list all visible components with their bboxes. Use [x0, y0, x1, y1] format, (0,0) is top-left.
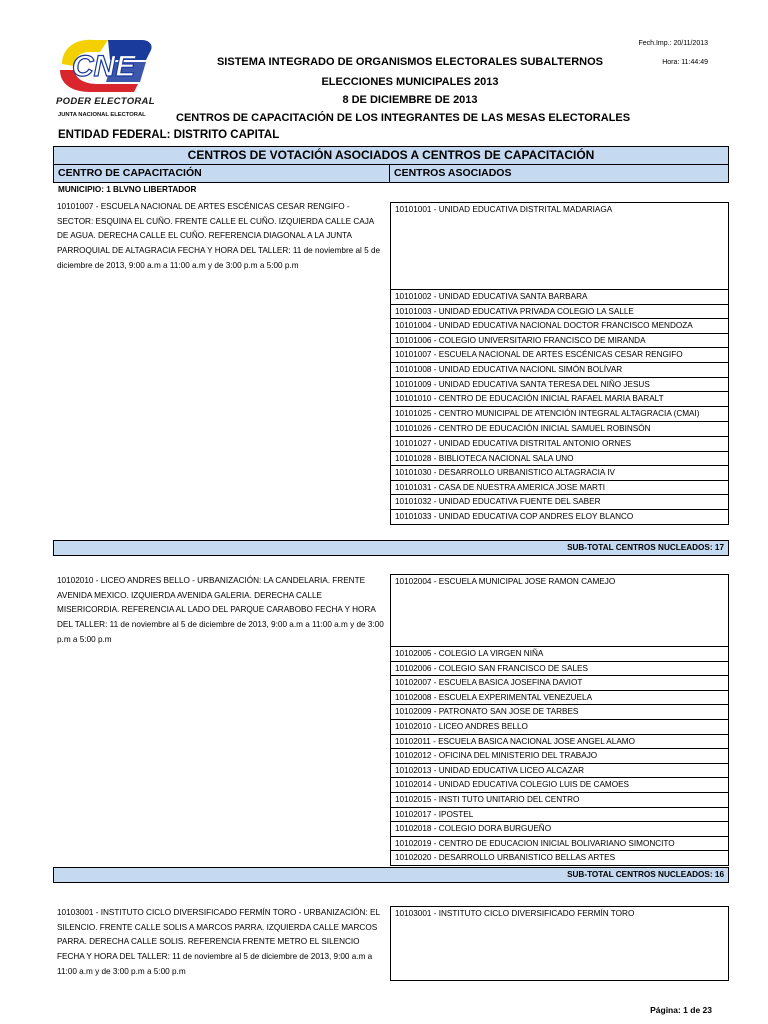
list-item: 10101031 - CASA DE NUESTRA AMERICA JOSE MARTI — [390, 481, 729, 496]
list-item: 10103001 - INSTITUTO CICLO DIVERSIFICADO FERMÍN TORO — [390, 907, 729, 981]
centros-asociados-list — [390, 906, 729, 981]
column-header-centro: CENTRO DE CAPACITACIÓN — [53, 165, 390, 183]
list-item: 10102009 - PATRONATO SAN JOSE DE TARBES — [390, 705, 729, 720]
column-header-asociados: CENTROS ASOCIADOS — [390, 165, 729, 183]
page-number: Página: 1 de 23 — [650, 1005, 712, 1015]
centros-asociados-list — [390, 574, 729, 866]
list-item: 10102007 - ESCUELA BASICA JOSEFINA DAVIOT — [390, 676, 729, 691]
header-system: SISTEMA INTEGRADO DE ORGANISMOS ELECTORALES SUBALTERNOS — [216, 56, 604, 68]
list-item: 10102005 - COLEGIO LA VIRGEN NIÑA — [390, 647, 729, 662]
list-item: 10102014 - UNIDAD EDUCATIVA COLEGIO LUIS DE CAMOES — [390, 778, 729, 793]
centro-capacitacion-text: 10101007 - ESCUELA NACIONAL DE ARTES ESCÉNICAS CESAR RENGIFO - SECTOR: ESQUINA EL CUÑO. FRENTE CALLE EL CUÑO. IZQUIERDA CALLE CAJA DE AGUA. DERECHA CALLE EL CUÑO. REFERENCIA DIAGONAL A LA JUNTA PARROQUIAL DE ALTAGRACIA FECHA Y HORA DEL TALLER: 11 de noviembre al 5 de diciembre de 2013, 9:00 a.m a 11:00 a.m y de 3:00 p.m a 5:00 p.m — [57, 202, 381, 270]
logo-subtitle: PODER ELECTORAL — [56, 96, 155, 107]
list-item: 10102019 - CENTRO DE EDUCACION INICIAL BOLIVARIANO SIMONCITO — [390, 837, 729, 852]
list-item: 10102017 - IPOSTEL — [390, 808, 729, 823]
cne-logo-graphic — [50, 30, 160, 96]
cne-logo — [50, 30, 160, 122]
header-date: 8 DE DICIEMBRE DE 2013 — [342, 94, 478, 106]
header-report-title: CENTROS DE CAPACITACIÓN DE LOS INTEGRANTES DE LAS MESAS ELECTORALES — [176, 112, 631, 124]
list-item: 10101028 - BIBLIOTECA NACIONAL SALA UNO — [390, 452, 729, 467]
centros-asociados-list — [390, 202, 729, 525]
list-item: 10102018 - COLEGIO DORA BURGUEÑO — [390, 822, 729, 837]
list-item: 10101025 - CENTRO MUNICIPAL DE ATENCIÓN INTEGRAL ALTAGRACIA (CMAI) — [390, 407, 729, 423]
list-item: 10101009 - UNIDAD EDUCATIVA SANTA TERESA DEL NIÑO JESUS — [390, 378, 729, 393]
print-time: Hora: 11:44:49 — [662, 59, 708, 66]
subtotal-row: SUB-TOTAL CENTROS NUCLEADOS: 16 — [53, 867, 729, 883]
list-item: 10101032 - UNIDAD EDUCATIVA FUENTE DEL SABER — [390, 495, 729, 510]
list-item: 10102011 - ESCUELA BASICA NACIONAL JOSE ANGEL ALAMO — [390, 735, 729, 750]
municipio-label: MUNICIPIO: 1 BLVNO LIBERTADOR — [58, 185, 197, 194]
list-item: 10101033 - UNIDAD EDUCATIVA COP ANDRES ELOY BLANCO — [390, 510, 729, 525]
list-item: 10102008 - ESCUELA EXPERIMENTAL VENEZUELA — [390, 691, 729, 706]
list-item: 10101027 - UNIDAD EDUCATIVA DISTRITAL ANTONIO ORNES — [390, 437, 729, 452]
centro-capacitacion-text: 10102010 - LICEO ANDRES BELLO - URBANIZACIÓN: LA CANDELARIA. FRENTE AVENIDA MEXICO. IZQUIERDA AVENIDA GALERIA. DERECHA CALLE MISERICORDIA. REFERENCIA AL LADO DEL PARQUE CARABOBO FECHA Y HORA DEL TALLER: 11 de noviembre al 5 de diciembre de 2013, 9:00 a.m a 11:00 a.m y de 3:00 p.m a 5:00 p.m — [57, 576, 384, 644]
list-item: 10102015 - INSTI TUTO UNITARIO DEL CENTRO — [390, 793, 729, 808]
list-item: 10101002 - UNIDAD EDUCATIVA SANTA BARBARA — [390, 290, 729, 305]
centro-capacitacion-text: 10103001 - INSTITUTO CICLO DIVERSIFICADO FERMÍN TORO - URBANIZACIÓN: EL SILENCIO. FRENTE CALLE SOLIS A MARCOS PARRA. IZQUIERDA CALLE MARCOS PARRA. DERECHA CALLE SOLIS. REFERENCIA FRENTE METRO EL SILENCIO FECHA Y HORA DEL TALLER: 11 de noviembre al 5 de diciembre de 2013, 9:00 a.m a 11:00 a.m y de 3:00 p.m a 5:00 p.m — [57, 908, 380, 976]
header-elections: ELECCIONES MUNICIPALES 2013 — [321, 76, 499, 88]
list-item: 10102004 - ESCUELA MUNICIPAL JOSE RAMON CAMEJO — [390, 575, 729, 647]
list-item: 10101007 - ESCUELA NACIONAL DE ARTES ESCÉNICAS CESAR RENGIFO — [390, 348, 729, 363]
subtotal-row: SUB-TOTAL CENTROS NUCLEADOS: 17 — [53, 540, 729, 556]
table-title: CENTROS DE VOTACIÓN ASOCIADOS A CENTROS DE CAPACITACIÓN — [53, 146, 729, 165]
list-item: 10101010 - CENTRO DE EDUCACIÓN INICIAL RAFAEL MARIA BARALT — [390, 392, 729, 407]
list-item: 10102010 - LICEO ANDRES BELLO — [390, 720, 729, 735]
list-item: 10102012 - OFICINA DEL MINISTERIO DEL TRABAJO — [390, 749, 729, 764]
list-item: 10101026 - CENTRO DE EDUCACIÓN INICIAL SAMUEL ROBINSÓN — [390, 422, 729, 437]
list-item: 10101008 - UNIDAD EDUCATIVA NACIONL SIMÓN BOLÍVAR — [390, 363, 729, 378]
list-item: 10101006 - COLEGIO UNIVERSITARIO FRANCISCO DE MIRANDA — [390, 334, 729, 349]
list-item: 10101004 - UNIDAD EDUCATIVA NACIONAL DOCTOR FRANCISCO MENDOZA — [390, 319, 729, 334]
list-item: 10101030 - DESARROLLO URBANISTICO ALTAGRACIA IV — [390, 466, 729, 481]
logo-caption: JUNTA NACIONAL ELECTORAL — [58, 112, 146, 118]
list-item: 10102013 - UNIDAD EDUCATIVA LICEO ALCAZAR — [390, 764, 729, 779]
list-item: 10102006 - COLEGIO SAN FRANCISCO DE SALES — [390, 662, 729, 677]
list-item: 10101003 - UNIDAD EDUCATIVA PRIVADA COLEGIO LA SALLE — [390, 305, 729, 320]
list-item: 10101001 - UNIDAD EDUCATIVA DISTRITAL MADARIAGA — [390, 203, 729, 290]
print-date: Fech.Imp.: 20/11/2013 — [638, 40, 708, 47]
entidad-federal: ENTIDAD FEDERAL: DISTRITO CAPITAL — [58, 129, 280, 141]
logo-text: CNE — [72, 50, 136, 83]
list-item: 10102020 - DESARROLLO URBANISTICO BELLAS ARTES — [390, 851, 729, 866]
